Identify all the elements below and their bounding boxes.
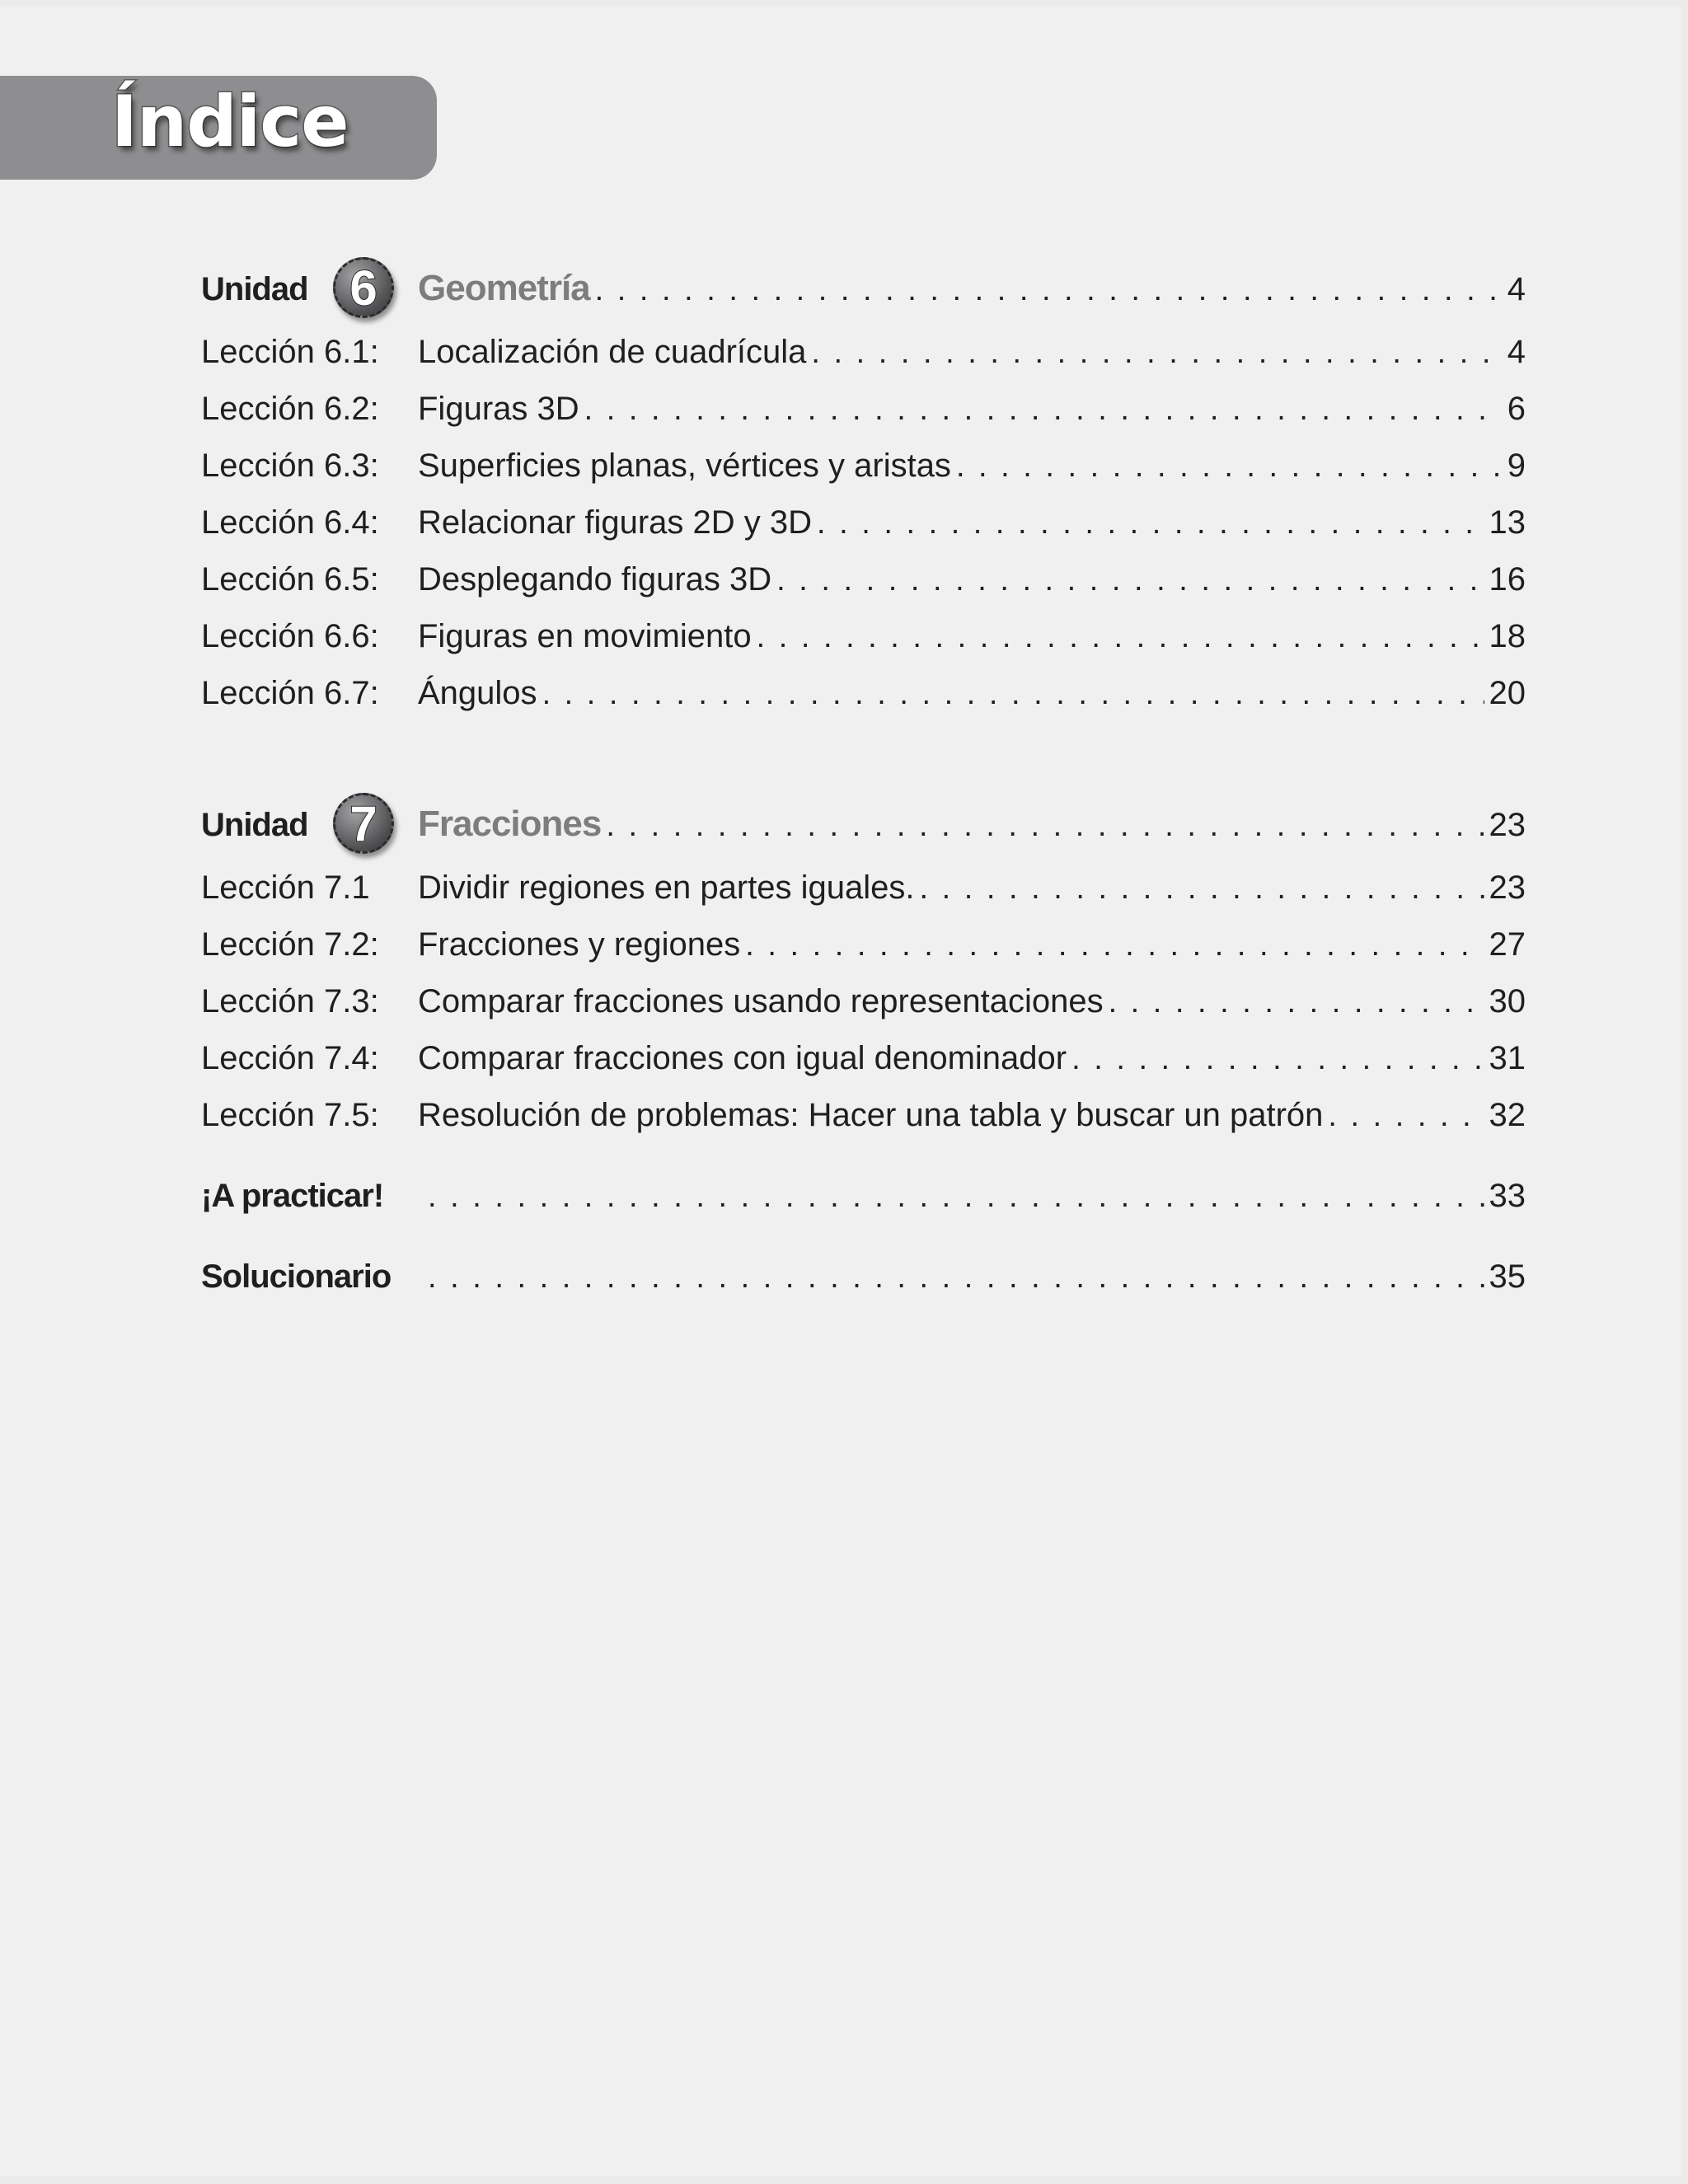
page-number: 30 (1489, 983, 1526, 1019)
page-number: 31 (1489, 1040, 1526, 1076)
section-label: Solucionario (201, 1258, 392, 1295)
dot-leader (776, 563, 1484, 598)
unit-label: Unidad (201, 807, 308, 843)
toc-lesson[interactable] (201, 1040, 1526, 1090)
toc-unit-7[interactable] (201, 804, 1526, 853)
dot-leader (811, 335, 1502, 371)
lesson-title: Fracciones y regiones (418, 926, 741, 963)
unit-title: Fracciones (418, 804, 602, 844)
dot-leader (920, 871, 1484, 907)
dot-leader (1109, 985, 1484, 1020)
page-number: 13 (1489, 504, 1526, 541)
dot-leader (757, 620, 1484, 655)
toc-practice[interactable] (201, 1178, 1526, 1227)
lesson-label: Lección 7.4: (201, 1040, 379, 1076)
toc-lesson[interactable] (201, 926, 1526, 976)
page-number: 9 (1507, 448, 1526, 484)
dot-leader (817, 506, 1484, 541)
page-number: 18 (1489, 618, 1526, 654)
document-page (0, 7, 1681, 2176)
page-number: 6 (1507, 391, 1526, 427)
lesson-label: Lección 6.5: (201, 561, 379, 598)
dot-leader (542, 677, 1484, 712)
page-number: 27 (1489, 926, 1526, 963)
lesson-label: Lección 7.5: (201, 1097, 379, 1133)
dot-leader (584, 392, 1503, 428)
lesson-title: Ángulos (418, 675, 537, 711)
toc-lesson[interactable] (201, 1097, 1526, 1146)
toc-lesson[interactable] (201, 334, 1526, 383)
toc-unit-6[interactable] (201, 268, 1526, 317)
lesson-label: Lección 6.6: (201, 618, 379, 654)
lesson-title: Localización de cuadrícula (418, 334, 807, 370)
lesson-label: Lección 6.3: (201, 448, 379, 484)
unit-number-badge: 6 (333, 257, 394, 318)
dot-leader (428, 1260, 1484, 1296)
unit-title: Geometría (418, 268, 590, 308)
page-number: 35 (1489, 1258, 1526, 1295)
dot-leader (428, 1179, 1484, 1215)
unit-number-badge: 7 (333, 793, 394, 854)
lesson-title: Comparar fracciones con igual denominador (418, 1040, 1067, 1076)
toc-lesson[interactable] (201, 983, 1526, 1033)
page-number: 33 (1489, 1178, 1526, 1214)
toc-answer-key[interactable] (201, 1258, 1526, 1308)
toc-lesson[interactable] (201, 391, 1526, 440)
toc-lesson[interactable] (201, 869, 1526, 919)
lesson-label: Lección 7.1 (201, 869, 370, 906)
lesson-label: Lección 6.4: (201, 504, 379, 541)
lesson-label: Lección 6.1: (201, 334, 379, 370)
lesson-label: Lección 7.2: (201, 926, 379, 963)
toc-lesson[interactable] (201, 561, 1526, 611)
section-label: ¡A practicar! (201, 1178, 384, 1214)
dot-leader (745, 928, 1484, 963)
page-number: 4 (1507, 271, 1526, 307)
page-number: 23 (1489, 869, 1526, 906)
toc-lesson[interactable] (201, 448, 1526, 497)
dot-leader (595, 273, 1503, 308)
lesson-title: Superficies planas, vértices y aristas (418, 448, 951, 484)
page-number: 20 (1489, 675, 1526, 711)
dot-leader (606, 808, 1484, 844)
toc-lesson[interactable] (201, 675, 1526, 724)
lesson-label: Lección 6.2: (201, 391, 379, 427)
page-number: 23 (1489, 807, 1526, 843)
lesson-label: Lección 6.7: (201, 675, 379, 711)
toc-lesson[interactable] (201, 504, 1526, 554)
lesson-title: Relacionar figuras 2D y 3D (418, 504, 812, 541)
lesson-title: Dividir regiones en partes iguales. (418, 869, 915, 906)
lesson-title: Desplegando figuras 3D (418, 561, 772, 598)
page-number: 4 (1507, 334, 1526, 370)
lesson-title: Resolución de problemas: Hacer una tabla y buscar un patrón (418, 1097, 1324, 1133)
lesson-title: Figuras en movimiento (418, 618, 752, 654)
toc-lesson[interactable] (201, 618, 1526, 668)
dot-leader (1328, 1099, 1484, 1134)
lesson-title: Comparar fracciones usando representaciones (418, 983, 1104, 1019)
lesson-label: Lección 7.3: (201, 983, 379, 1019)
page-number: 16 (1489, 561, 1526, 598)
lesson-title: Figuras 3D (418, 391, 579, 427)
dot-leader (1071, 1042, 1484, 1077)
unit-label: Unidad (201, 271, 308, 307)
dot-leader (956, 449, 1503, 485)
page-title: Índice (111, 81, 349, 163)
page-number: 32 (1489, 1097, 1526, 1133)
